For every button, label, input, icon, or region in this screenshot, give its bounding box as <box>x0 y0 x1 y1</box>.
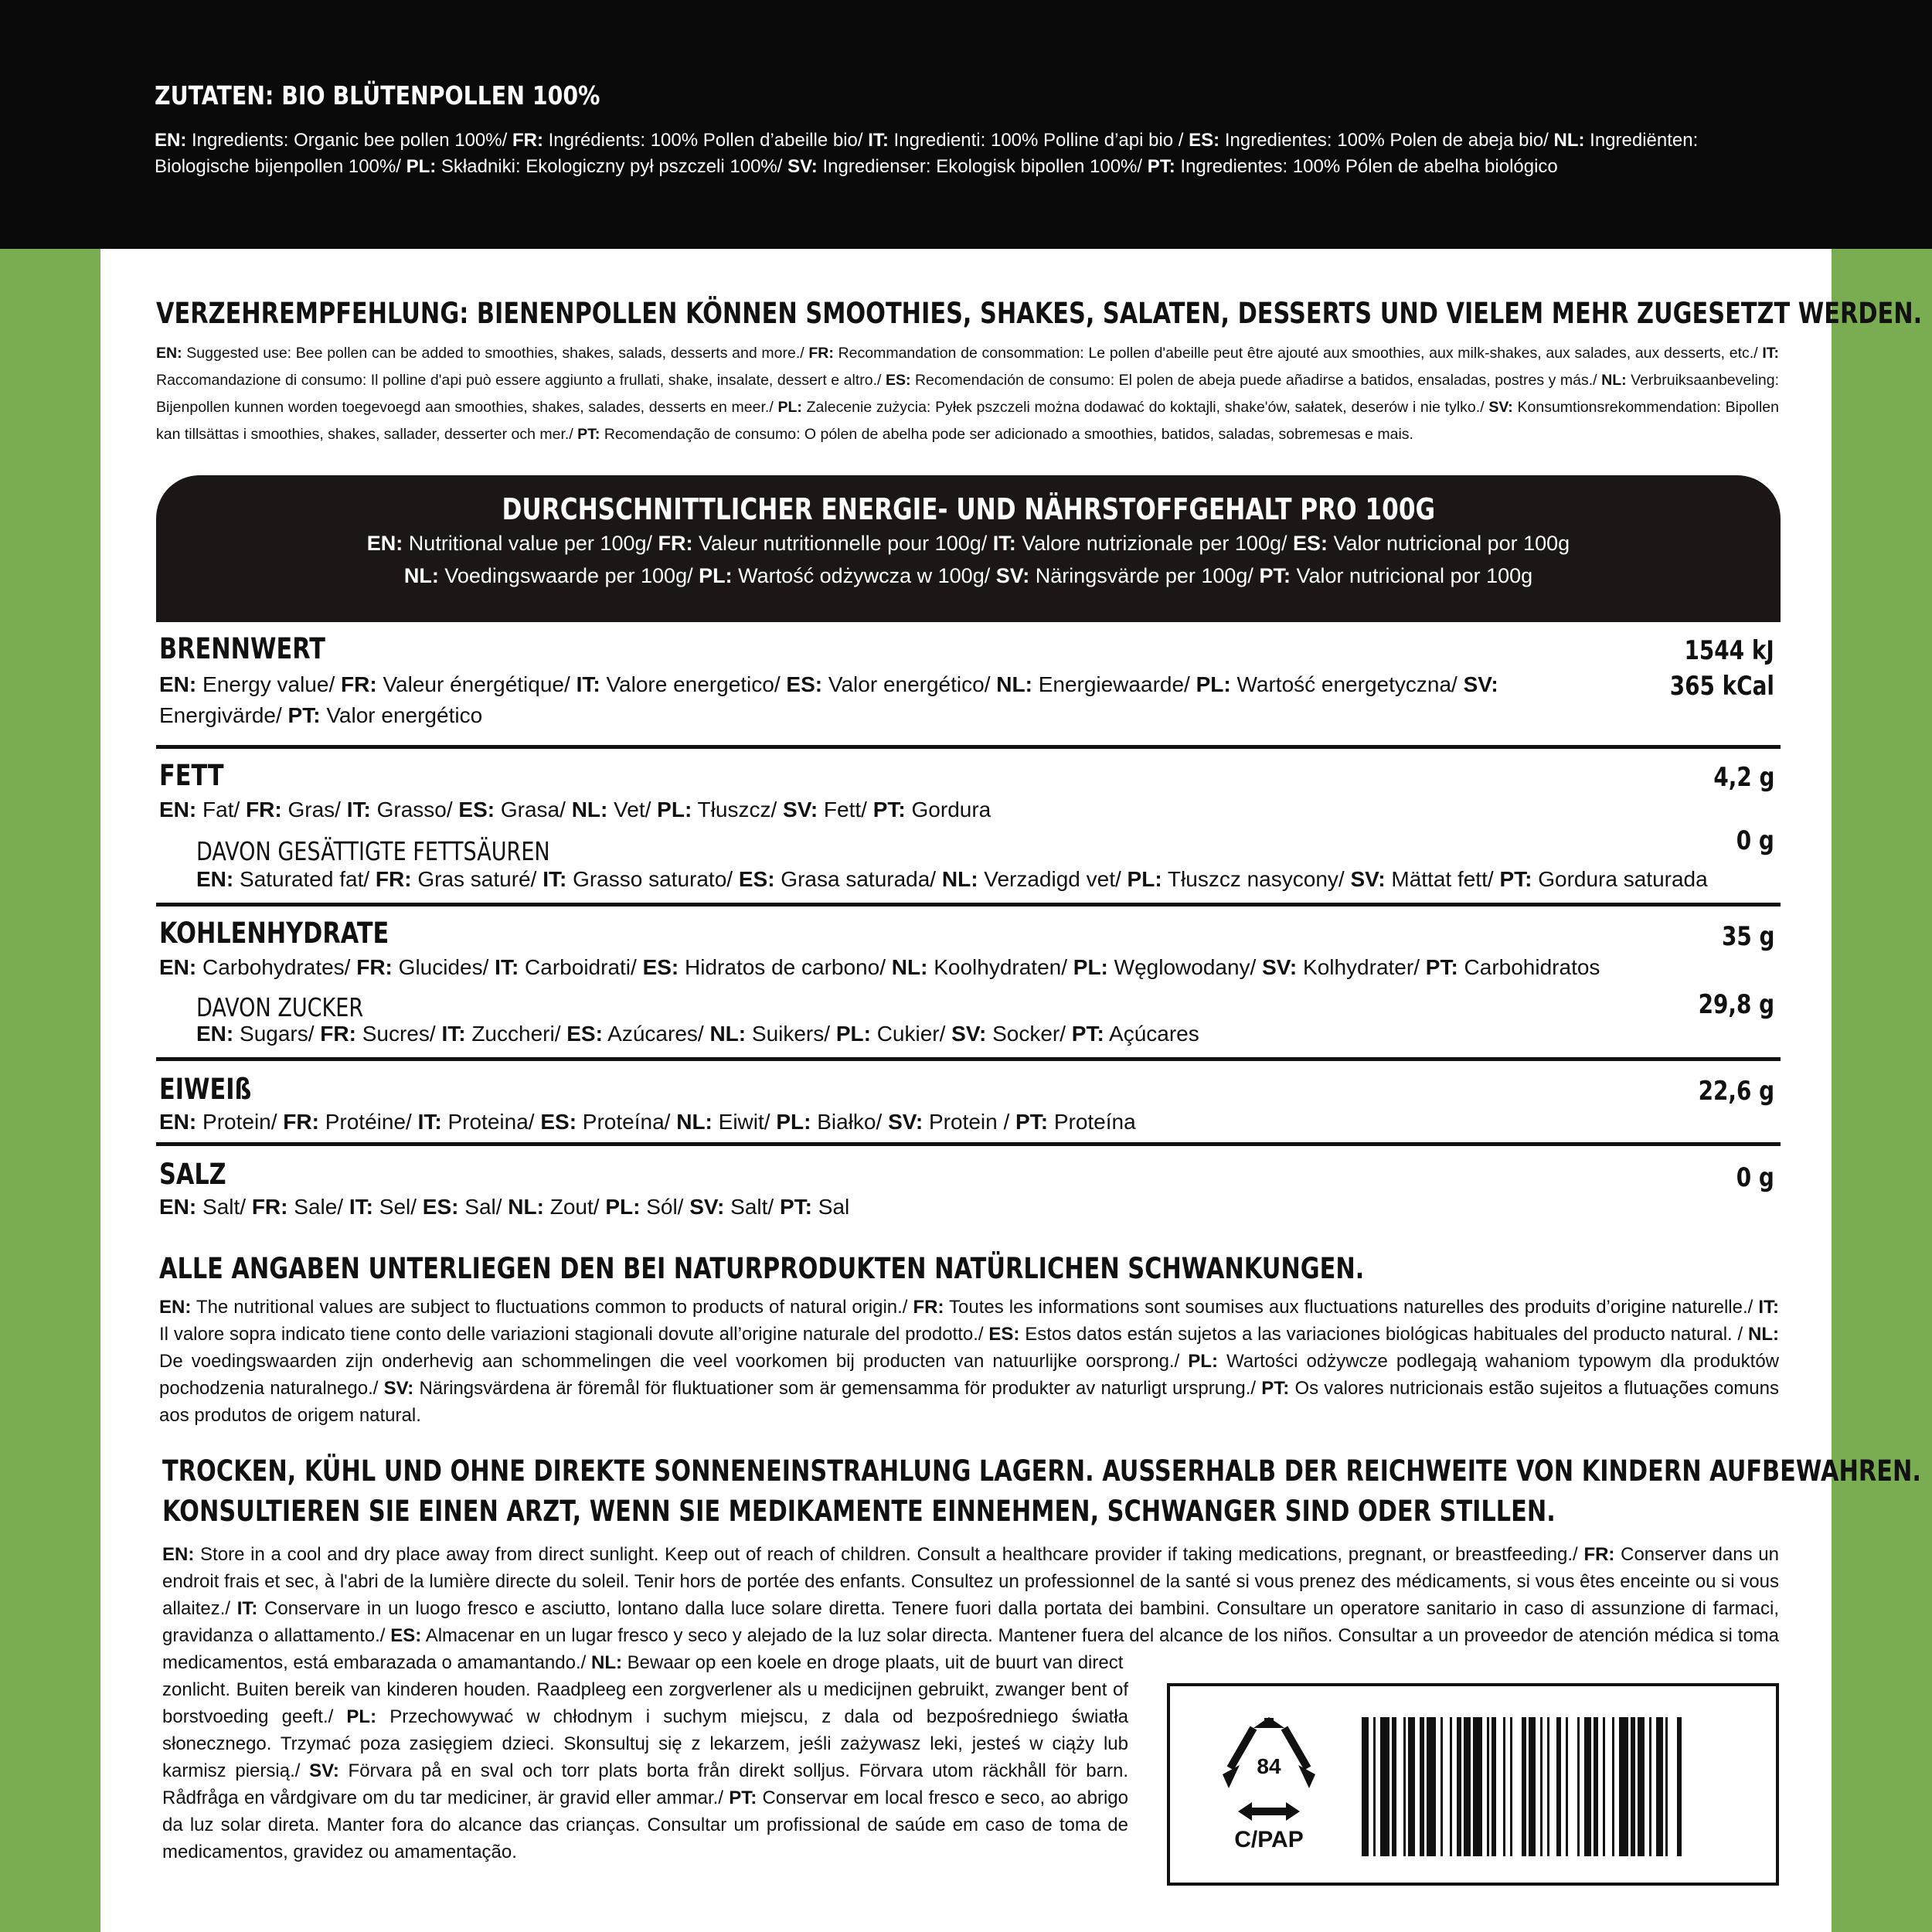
language-code: SV: <box>383 1378 414 1399</box>
barcode-bar <box>1665 1717 1668 1856</box>
language-code: PL: <box>776 1110 811 1134</box>
language-code: FR: <box>658 532 693 555</box>
language-code: PT: <box>1015 1110 1049 1134</box>
language-code: FR: <box>1583 1544 1615 1565</box>
barcode-icon <box>1355 1686 1773 1889</box>
language-code: SV: <box>787 156 818 177</box>
language-code: ES: <box>642 955 679 979</box>
barcode-bar <box>1556 1717 1561 1856</box>
barcode-bar <box>1427 1717 1436 1856</box>
barcode-bar <box>1362 1717 1369 1856</box>
barcode-bar <box>1373 1717 1376 1856</box>
barcode-bar <box>1603 1717 1605 1856</box>
language-code: NL: <box>1601 372 1627 389</box>
language-code: ES: <box>786 672 823 696</box>
barcode-bar <box>1380 1717 1389 1856</box>
protein-value: 22,6 g <box>1698 1076 1774 1107</box>
sugar-value: 29,8 g <box>1698 989 1774 1020</box>
recycling-code: C/PAP <box>1234 1827 1304 1852</box>
nutrition-header-title: DURCHSCHNITTLICHER ENERGIE- UND NÄHRSTOFFGEHALT PRO 100G <box>502 492 1435 526</box>
language-code: PT: <box>1425 955 1458 979</box>
language-code: ES: <box>458 798 495 821</box>
language-code: NL: <box>403 564 439 587</box>
language-code: NL: <box>676 1110 713 1134</box>
language-code: FR: <box>375 867 412 891</box>
carbs-title: KOHLENHYDRATE <box>159 917 389 950</box>
language-code: PT: <box>872 798 906 821</box>
disclaimer-text: EN: The nutritional values are subject to fluctuations common to products of natural origin./ FR: Toutes les informations sont soumises aux fluctuations naturelles des produits d’origine naturelle./ IT: Il valore sopra indicato tiene conto delle variazioni stagionali dovute all’origine naturale del prodotto./ ES: Estos datos están sujetos a las variaciones biológicas habituales del producto natural. / NL: De voedingswaarden zijn onderhevig aan schommelingen die veel voorkomen bij producten van natuurlijke oorsprong./ PL: Wartości odżywcze podlegają wahaniom typowym dla produktów pochodzenia naturalnego./ SV: Näringsvärdena är föremål för fluktuationer som är gemensamma för produkter av naturligt ursprung./ PT: Os valores nutricionais estão sujeitos a flutuações comuns aos produtos de origem natural. <box>159 1297 1780 1426</box>
language-code: ES: <box>1189 130 1220 151</box>
language-code: IT: <box>441 1022 466 1046</box>
barcode-bar <box>1612 1717 1614 1856</box>
language-code: PL: <box>699 564 733 587</box>
barcode-bar <box>1649 1717 1651 1856</box>
language-code: IT: <box>1758 1297 1780 1318</box>
language-code: FR: <box>341 672 377 696</box>
language-code: PT: <box>1261 1378 1290 1399</box>
language-code: PL: <box>835 1022 871 1046</box>
barcode-bar <box>1619 1717 1628 1856</box>
barcode-bar <box>1408 1717 1415 1856</box>
fat-title: FETT <box>159 759 224 792</box>
barcode-bar <box>1510 1717 1512 1856</box>
language-code: NL: <box>891 955 928 979</box>
language-code: PL: <box>1073 955 1108 979</box>
language-code: EN: <box>159 1110 197 1134</box>
language-code: NL: <box>590 1652 622 1673</box>
language-code: EN: <box>159 1297 192 1318</box>
language-code: FR: <box>251 1195 288 1219</box>
language-code: IT: <box>992 532 1016 555</box>
language-code: FR: <box>356 955 393 979</box>
language-code: SV: <box>1463 672 1498 696</box>
barcode-bar <box>1440 1717 1443 1856</box>
language-code: SV: <box>888 1110 923 1134</box>
language-code: FR: <box>246 798 282 821</box>
language-code: PL: <box>1196 672 1231 696</box>
barcode-bar <box>1540 1717 1543 1856</box>
language-code: ES: <box>738 867 775 891</box>
language-code: IT: <box>868 130 889 151</box>
fat-value: 4,2 g <box>1713 762 1774 793</box>
language-code: PT: <box>1259 564 1291 587</box>
nutrition-header-line2: NL: Voedingswaarde per 100g/ PL: Wartość odżywcza w 100g/ SV: Näringsvärde per 100g/ PT: Valor nutricional por 100g <box>403 564 1533 587</box>
language-code: NL: <box>941 867 978 891</box>
barcode-bar <box>1577 1717 1580 1856</box>
energy-text: EN: Energy value/ FR: Valeur énergétique/ IT: Valore energetico/ ES: Valor energético/ NL: Energiewaarde/ PL: Wartość energetyczna/ SV: Energivärde/ PT: Valor energético <box>159 672 1498 727</box>
storage-title-2: KONSULTIEREN SIE EINEN ARZT, WENN SIE MEDIKAMENTE EINNEHMEN, SCHWANGER SIND ODER STILLEN. <box>162 1495 1556 1528</box>
language-code: IT: <box>349 1195 373 1219</box>
ingredients-text: EN: Ingredients: Organic bee pollen 100%/ FR: Ingrédients: 100% Pollen d’abeille bio/ IT: Ingredienti: 100% Polline d’api bio / ES: Ingredientes: 100% Polen de abeja bio/ NL: Ingrediënten: Biologische bijenpollen 100%/ PL: Składniki: Ekologiczny pył pszczeli 100%/ SV: Ingredienser: Ekologisk bipollen 100%/ PT: Ingredientes: 100% Pólen de abelha biológico <box>155 130 1699 177</box>
energy-kcal: 365 kCal <box>1669 671 1774 702</box>
sugar-text: EN: Sugars/ FR: Sucres/ IT: Zuccheri/ ES: Azúcares/ NL: Suikers/ PL: Cukier/ SV: Socker/ PT: Açúcares <box>196 1022 1199 1046</box>
language-code: PT: <box>287 703 321 727</box>
divider <box>156 903 1781 906</box>
language-code: SV: <box>951 1022 987 1046</box>
language-code: EN: <box>159 798 197 821</box>
language-code: SV: <box>309 1760 339 1781</box>
language-code: PL: <box>777 399 802 416</box>
recycling-number: 84 <box>1257 1754 1281 1778</box>
energy-title: BRENNWERT <box>159 632 325 665</box>
barcode-bar <box>1503 1717 1505 1856</box>
barcode-bar <box>1450 1717 1452 1856</box>
disclaimer-title: ALLE ANGABEN UNTERLIEGEN DEN BEI NATURPRODUKTEN NATÜRLICHEN SCHWANKUNGEN. <box>159 1252 1365 1285</box>
barcode-bar <box>1464 1717 1471 1856</box>
language-code: PT: <box>1147 156 1175 177</box>
language-code: EN: <box>155 130 187 151</box>
language-code: ES: <box>566 1022 603 1046</box>
barcode-bar <box>1473 1717 1482 1856</box>
language-code: PT: <box>779 1195 812 1219</box>
ingredients-title: ZUTATEN: BIO BLÜTENPOLLEN 100% <box>155 80 600 111</box>
packaging-info-box <box>1167 1683 1779 1886</box>
barcode-bar <box>1487 1717 1489 1856</box>
carbs-value: 35 g <box>1721 921 1774 952</box>
language-code: IT: <box>495 955 519 979</box>
language-code: PL: <box>605 1195 641 1219</box>
language-code: EN: <box>162 1544 195 1565</box>
language-code: FR: <box>320 1022 356 1046</box>
barcode-bar <box>1492 1717 1496 1856</box>
storage-text-narrow: zonlicht. Buiten bereik van kinderen houden. Raadpleeg een zorgverlener als u medicijnen gebruikt, zwanger bent of borstvoeding geeft./ PL: Przechowywać w chłodnym i suchym miejscu, z dala od bezpośredniego światła słonecznego. Trzymać poza zasięgiem dzieci. Skonsultuj się z lekarzem, jeśli zażywasz leki, jesteś w ciąży lub karmisz piersią./ SV: Förvara på en sval och torr plats borta från direkt solljus. Förvara utom räckhåll för barn. Rådfråga en vårdgivare om du tar mediciner, är gravid eller ammar./ PT: Conservar em local fresco e seco, ao abrigo da luz solar direta. Manter fora do alcance das crianças. Consultar um profissional de saúde em caso de toma de medicamentos, gravidez ou amamentação. <box>162 1679 1128 1862</box>
barcode-bar <box>1522 1717 1526 1856</box>
protein-text: EN: Protein/ FR: Protéine/ IT: Proteina/ ES: Proteína/ NL: Eiwit/ PL: Białko/ SV: Protein / PT: Proteína <box>159 1110 1136 1134</box>
language-code: ES: <box>885 372 911 389</box>
barcode-bar <box>1547 1717 1549 1856</box>
language-code: ES: <box>390 1625 422 1646</box>
saturated-title: DAVON GESÄTTIGTE FETTSÄUREN <box>196 836 550 866</box>
language-code: EN: <box>156 345 182 362</box>
language-code: FR: <box>913 1297 944 1318</box>
barcode-bar <box>1529 1717 1536 1856</box>
barcode-bar <box>1584 1717 1591 1856</box>
divider <box>156 745 1781 749</box>
carbs-text: EN: Carbohydrates/ FR: Glucides/ IT: Carboidrati/ ES: Hidratos de carbono/ NL: Koolhydraten/ PL: Węglowodany/ SV: Kolhydrater/ PT: Carbohidratos <box>159 955 1600 979</box>
language-code: EN: <box>159 1195 197 1219</box>
language-code: PT: <box>729 1787 757 1808</box>
language-code: FR: <box>512 130 543 151</box>
barcode-bar <box>1403 1717 1406 1856</box>
language-code: IT: <box>346 798 371 821</box>
language-code: ES: <box>988 1324 1020 1345</box>
language-code: FR: <box>808 345 834 362</box>
language-code: ES: <box>1292 532 1328 555</box>
language-code: NL: <box>1748 1324 1780 1345</box>
language-code: SV: <box>783 798 818 821</box>
barcode-bar <box>1457 1717 1461 1856</box>
sugar-title: DAVON ZUCKER <box>196 992 364 1022</box>
usage-title: VERZEHREMPFEHLUNG: BIENENPOLLEN KÖNNEN SMOOTHIES, SHAKES, SALATEN, DESSERTS UND VIELEM MEHR ZUGESETZT WERDEN. <box>156 297 1923 330</box>
protein-title: EIWEIß <box>159 1073 252 1106</box>
salt-title: SALZ <box>159 1158 226 1191</box>
barcode-bar <box>1677 1717 1682 1856</box>
language-code: PT: <box>577 426 600 443</box>
language-code: NL: <box>709 1022 747 1046</box>
language-code: PL: <box>406 156 437 177</box>
barcode-bar <box>1638 1717 1645 1856</box>
barcode-bar <box>1566 1717 1568 1856</box>
language-code: ES: <box>540 1110 577 1134</box>
language-code: IT: <box>576 672 600 696</box>
barcode-bar <box>1631 1717 1635 1856</box>
language-code: PT: <box>1071 1022 1104 1046</box>
usage-text: EN: Suggested use: Bee pollen can be added to smoothies, shakes, salads, desserts and more./ FR: Recommandation de consommation: Le pollen d'abeille peut être ajouté aux smoothies, aux milk-shakes, aux salades, aux desserts, etc./ IT: Raccomandazione di consumo: Il polline d'api può essere aggiunto a frullati, shake, insalate, dessert e altro./ ES: Recomendación de consumo: El polen de abeja puede añadirse a batidos, ensaladas, postres y más./ NL: Verbruiksaanbeveling: Bijenpollen kunnen worden toegevoegd aan smoothies, shakes, salades, desserts en meer./ PL: Zalecenie zużycia: Pyłek pszczeli można dodawać do koktajli, shake'ów, sałatek, deserów i nie tylko./ SV: Konsumtionsrekommendation: Bipollen kan tillsättas i smoothies, shakes, sallader, desserter och mer./ PT: Recomendação de consumo: O pólen de abelha pode ser adicionado a smoothies, batidos, saladas, sobremesas e mais. <box>156 345 1780 443</box>
language-code: NL: <box>996 672 1032 696</box>
label-panel <box>100 249 1923 1932</box>
language-code: SV: <box>995 564 1030 587</box>
divider <box>156 1142 1781 1146</box>
language-code: EN: <box>366 532 403 555</box>
language-code: EN: <box>196 1022 234 1046</box>
barcode-bar <box>1656 1717 1663 1856</box>
language-code: EN: <box>159 955 197 979</box>
language-code: IT: <box>417 1110 442 1134</box>
barcode-bar <box>1392 1717 1396 1856</box>
language-code: SV: <box>689 1195 725 1219</box>
language-code: PL: <box>346 1706 377 1727</box>
language-code: NL: <box>508 1195 544 1219</box>
language-code: SV: <box>1488 399 1513 416</box>
ingredients-section <box>0 0 1932 249</box>
language-code: ES: <box>422 1195 459 1219</box>
energy-kj: 1544 kJ <box>1684 635 1774 666</box>
nutrition-header <box>156 475 1781 622</box>
language-code: IT: <box>1762 345 1780 362</box>
language-code: NL: <box>1553 130 1585 151</box>
salt-value: 0 g <box>1736 1162 1774 1193</box>
language-code: IT: <box>543 867 567 891</box>
language-code: EN: <box>196 867 234 891</box>
storage-title-1: TROCKEN, KÜHL UND OHNE DIREKTE SONNENEINSTRAHLUNG LAGERN. AUSSERHALB DER REICHWEITE VON KINDERN AUFBEWAHREN. <box>162 1454 1921 1488</box>
salt-text: EN: Salt/ FR: Sale/ IT: Sel/ ES: Sal/ NL: Zout/ PL: Sól/ SV: Salt/ PT: Sal <box>159 1195 850 1219</box>
language-code: EN: <box>159 672 197 696</box>
language-code: NL: <box>571 798 608 821</box>
barcode-bar <box>1594 1717 1598 1856</box>
language-code: IT: <box>236 1598 258 1619</box>
storage-text-full: EN: Store in a cool and dry place away from direct sunlight. Keep out of reach of children. Consult a healthcare provider if taking medications, pregnant, or breastfeeding./ FR: Conserver dans un endroit frais et sec, à l'abri de la lumière directe du soleil. Tenir hors de portée des enfants. Consultez un professionnel de la santé si vous prenez des médicaments, si vous êtes enceinte ou si vous allaitez./ IT: Conservare in un luogo fresco e asciutto, lontano dalla luce solare diretta. Tenere fuori dalla portata dei bambini. Consultare un operatore sanitario in caso di assunzione di farmaci, gravidanza o allattamento./ ES: Almacenar en un lugar fresco y seco y alejado de la luz solar directa. Mantener fuera del alcance de los niños. Consultar a un proveedor de atención médica si toma medicamentos, está embarazada o amamantando./ NL: Bewaar op een koele en droge plaats, uit de buurt van direct <box>162 1544 1780 1673</box>
language-code: PT: <box>1499 867 1532 891</box>
fat-text: EN: Fat/ FR: Gras/ IT: Grasso/ ES: Grasa/ NL: Vet/ PL: Tłuszcz/ SV: Fett/ PT: Gordura <box>159 798 992 821</box>
nutrition-header-line1: EN: Nutritional value per 100g/ FR: Valeur nutritionnelle pour 100g/ IT: Valore nutrizionale per 100g/ ES: Valor nutricional por 100g <box>366 532 1570 555</box>
divider <box>156 1057 1781 1061</box>
language-code: PL: <box>657 798 692 821</box>
language-code: FR: <box>283 1110 319 1134</box>
language-code: SV: <box>1350 867 1386 891</box>
language-code: PL: <box>1188 1351 1218 1372</box>
barcode-bar <box>1420 1717 1424 1856</box>
language-code: SV: <box>1262 955 1298 979</box>
language-code: PL: <box>1127 867 1162 891</box>
saturated-value: 0 g <box>1736 825 1774 856</box>
saturated-text: EN: Saturated fat/ FR: Gras saturé/ IT: Grasso saturato/ ES: Grasa saturada/ NL: Verzadigd vet/ PL: Tłuszcz nasycony/ SV: Mättat fett/ PT: Gordura saturada <box>196 867 1708 891</box>
recycling-triangle-icon <box>1199 1711 1338 1866</box>
